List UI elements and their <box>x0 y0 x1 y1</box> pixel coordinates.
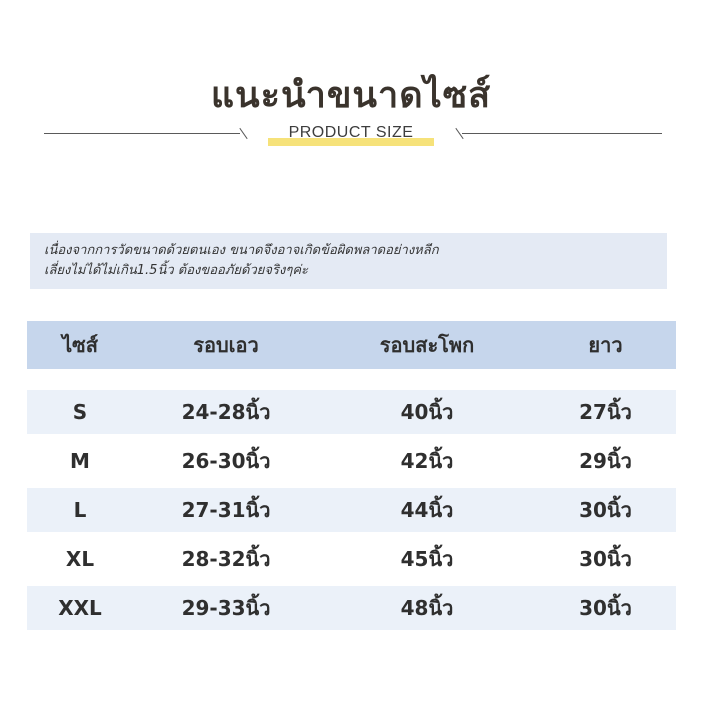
cell-waist: 29-33นิ้ว <box>181 596 271 620</box>
subtitle: PRODUCT SIZE <box>288 124 414 141</box>
note-line-1: เนื่องจากการวัดขนาดด้วยตนเอง ขนาดจึงอาจเกิดข้อผิดพลาดอย่างหลีก <box>44 243 439 258</box>
cell-waist: 28-32นิ้ว <box>181 547 271 571</box>
cell-waist: 24-28นิ้ว <box>181 400 271 424</box>
note-line-2: เลี่ยงไม่ได้ไม่เกิน1.5นิ้ว ต้องขออภัยด้วยจริงๆค่ะ <box>44 263 309 278</box>
cell-waist: 27-31นิ้ว <box>181 498 271 522</box>
cell-size: M <box>70 449 90 473</box>
cell-size: S <box>72 400 88 424</box>
measurement-note <box>30 233 667 289</box>
size-table <box>27 321 676 635</box>
cell-length: 30นิ้ว <box>579 547 632 571</box>
cell-hip: 48นิ้ว <box>400 596 454 620</box>
table-row <box>27 488 676 532</box>
table-body <box>27 390 676 630</box>
table-row <box>27 390 676 434</box>
header-length: ยาว <box>588 333 623 357</box>
cell-length: 27นิ้ว <box>579 400 632 424</box>
table-row <box>27 439 676 483</box>
cell-size: XXL <box>58 596 102 620</box>
table-header <box>27 321 676 369</box>
divider-tick-left <box>239 128 247 139</box>
header-waist: รอบเอว <box>193 333 259 357</box>
cell-size: XL <box>65 547 95 571</box>
cell-size: L <box>73 498 87 522</box>
cell-waist: 26-30นิ้ว <box>181 449 271 473</box>
header-hip: รอบสะโพก <box>379 333 475 357</box>
table-row <box>27 537 676 581</box>
cell-hip: 40นิ้ว <box>400 400 454 424</box>
cell-hip: 45นิ้ว <box>400 547 454 571</box>
header-size: ไซส์ <box>62 333 98 357</box>
cell-hip: 44นิ้ว <box>400 498 454 522</box>
divider-left <box>44 133 240 134</box>
cell-hip: 42นิ้ว <box>400 449 454 473</box>
cell-length: 30นิ้ว <box>579 498 632 522</box>
divider-right <box>462 133 662 134</box>
table-row <box>27 586 676 630</box>
cell-length: 29นิ้ว <box>579 449 632 473</box>
cell-length: 30นิ้ว <box>579 596 632 620</box>
page-title: แนะนำขนาดไซส์ <box>210 75 492 116</box>
